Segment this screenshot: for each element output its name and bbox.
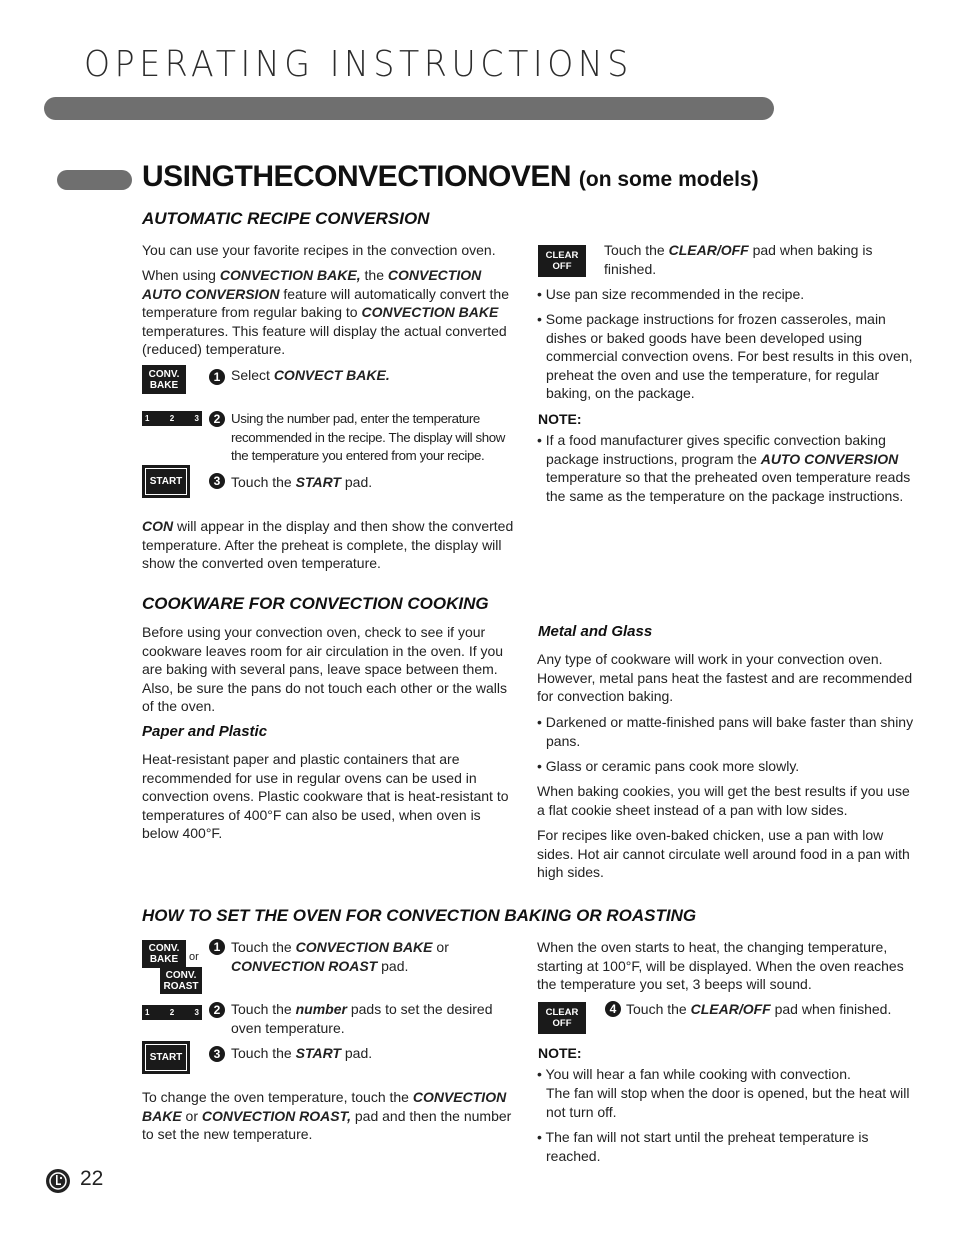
auto-con-text: CON will appear in the display and then show the converted temperature. After the preheat is complete, the display will show the converted oven temperature. xyxy=(142,518,514,572)
auto-clear-text: Touch the CLEAR/OFF pad when baking is finished. xyxy=(604,242,873,277)
or-label: or xyxy=(189,951,199,963)
auto-step-3: Touch the START pad. xyxy=(231,474,373,490)
auto-bullet-1: • Use pan size recommended in the recipe. xyxy=(537,286,805,302)
metal-glass-text: Any type of cookware will work in your convection oven. However, metal pans heat the fastest and are recommended for convection baking. xyxy=(537,651,913,705)
step-1-badge: 1 xyxy=(209,369,225,385)
metal-p3: For recipes like oven-baked chicken, use a pan with low sides. Hot air cannot circulate well around food in a pan with high sides. xyxy=(537,827,910,881)
section-title: USINGTHECONVECTIONOVEN (on some models) xyxy=(142,160,759,193)
howto-step-4-badge: 4 xyxy=(605,1001,621,1017)
howto-step-3: Touch the START pad. xyxy=(231,1045,373,1061)
auto-step-1: Select CONVECT BAKE. xyxy=(231,367,390,383)
conv-roast-key[interactable]: CONV. ROAST xyxy=(160,967,202,994)
section-subtitle: (on some models) xyxy=(578,168,759,191)
paper-plastic-text: Heat-resistant paper and plastic containers that are recommended for use in regular ovens can be used in convection ovens. Plastic cookware that is heat-resistant to temperatures of 400°F can also be used, when oven is below 400°F. xyxy=(142,751,509,842)
howto-step-1: Touch the CONVECTION BAKE or CONVECTION ROAST pad. xyxy=(231,939,449,974)
howto-step-3-badge: 3 xyxy=(209,1046,225,1062)
auto-bullet-2: • Some package instructions for frozen casseroles, main dishes or baked goods have been developed using commercial convection ovens. For best results in this oven, preheat the oven and use the temperature, for regular baking, on the package. xyxy=(537,311,913,402)
howto-note-label: NOTE: xyxy=(538,1045,582,1061)
cookware-heading: COOKWARE FOR CONVECTION COOKING xyxy=(142,594,489,613)
auto-p2: When using CONVECTION BAKE, the CONVECTION AUTO CONVERSION feature will automatically convert the temperature from regular baking to CONVECTION BAKE temperatures. This feature will display the actual converted (reduced) temperature. xyxy=(142,267,509,358)
auto-bullet-3: • If a food manufacturer gives specific convection baking package instructions, program the AUTO CONVERSION temperature so that the preheated oven temperature reads the same as the temperature on the package instructions. xyxy=(537,432,911,504)
step-3-badge: 3 xyxy=(209,473,225,489)
conv-bake-key-2[interactable]: CONV. BAKE xyxy=(142,940,186,968)
auto-step-2: Using the number pad, enter the temperature recommended in the recipe. The display will show the temperature you entered from your recipe. xyxy=(231,411,505,464)
start-key[interactable]: START xyxy=(142,465,190,498)
lg-logo-icon xyxy=(46,1169,70,1193)
document-title: OPERATING INSTRUCTIONS xyxy=(84,44,633,85)
howto-note-2: • The fan will not start until the preheat temperature is reached. xyxy=(537,1129,869,1164)
cookware-p1: Before using your convection oven, check to see if your cookware leaves room for air circulation in the oven. If you are baking with several pans, leave space between them. Also, be sure the pans do not touch each other or the walls of the oven. xyxy=(142,624,508,715)
howto-heat-text: When the oven starts to heat, the changing temperature, starting at 100°F, will be displayed. When the oven reaches the temperature you set, 3 beeps will sound. xyxy=(537,939,904,993)
howto-step-2-badge: 2 xyxy=(209,1002,225,1018)
section-pill xyxy=(57,170,132,190)
howto-step-1-badge: 1 xyxy=(209,939,225,955)
title-bar xyxy=(44,97,774,120)
step-2-badge: 2 xyxy=(209,411,225,427)
howto-note-1b: The fan will stop when the door is opened, but the heat will not turn off. xyxy=(546,1085,910,1120)
auto-heading: AUTOMATIC RECIPE CONVERSION xyxy=(142,209,430,228)
metal-bullet-2: • Glass or ceramic pans cook more slowly. xyxy=(537,758,800,774)
start-key-2[interactable]: START xyxy=(142,1041,190,1074)
howto-heading: HOW TO SET THE OVEN FOR CONVECTION BAKING OR ROASTING xyxy=(142,906,697,925)
page-number: 22 xyxy=(80,1167,104,1190)
metal-p2: When baking cookies, you will get the best results if you use a flat cookie sheet instead of a pan with low sides. xyxy=(537,783,910,818)
clear-off-key[interactable]: CLEAR OFF xyxy=(538,245,586,277)
paper-plastic-heading: Paper and Plastic xyxy=(142,723,268,740)
auto-note-label: NOTE: xyxy=(538,411,582,427)
conv-bake-key[interactable]: CONV. BAKE xyxy=(142,365,186,394)
howto-step-2: Touch the number pads to set the desired oven temperature. xyxy=(231,1001,493,1036)
howto-step-4: Touch the CLEAR/OFF pad when finished. xyxy=(626,1001,892,1017)
auto-p1: You can use your favorite recipes in the convection oven. xyxy=(142,242,496,258)
number-pad-key-2[interactable]: 1 2 3 xyxy=(142,1005,202,1020)
clear-off-key-2[interactable]: CLEAR OFF xyxy=(538,1002,586,1034)
howto-note-1: • You will hear a fan while cooking with convection. xyxy=(537,1066,851,1082)
metal-glass-heading: Metal and Glass xyxy=(538,623,653,640)
number-pad-key[interactable]: 1 2 3 xyxy=(142,411,202,426)
metal-bullet-1: • Darkened or matte-finished pans will bake faster than shiny pans. xyxy=(537,714,914,749)
howto-change-text: To change the oven temperature, touch the CONVECTION BAKE or CONVECTION ROAST, pad and then the number to set the new temperature. xyxy=(142,1089,512,1143)
